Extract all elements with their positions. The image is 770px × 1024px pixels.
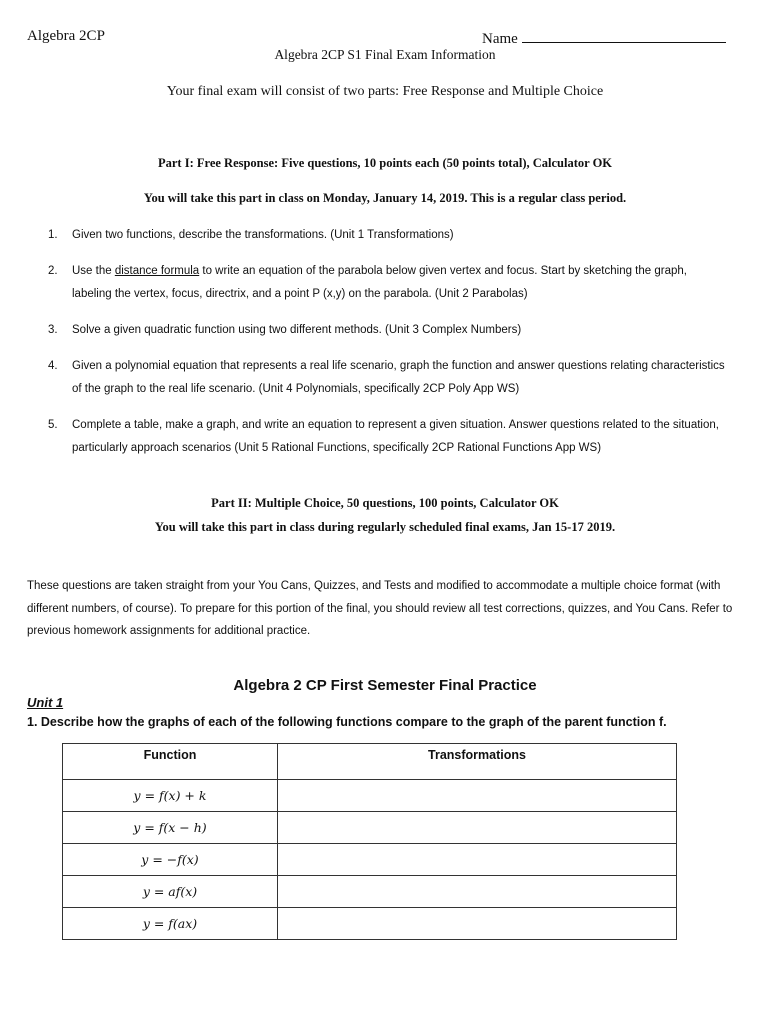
transformation-answer-cell[interactable] [278,908,677,940]
list-item: 1. Given two functions, describe the transformations. (Unit 1 Transformations) [48,229,454,241]
document-subtitle: Algebra 2CP S1 Final Exam Information [274,47,496,62]
table-row [63,844,677,876]
transformation-answer-cell[interactable] [278,876,677,908]
transformations-column-header: Transformations [278,744,677,780]
table-row [63,908,677,940]
list-item: 3. Solve a given quadratic function using two different methods. (Unit 3 Complex Numbers) [48,324,522,336]
function-cell: y = f(ax) [63,908,278,940]
practice-title: Algebra 2 CP First Semester Final Practice [233,677,537,694]
course-label: Algebra 2CP [27,28,105,44]
name-blank-line[interactable] [522,28,726,43]
table-row [63,780,677,812]
transformation-answer-cell[interactable] [278,812,677,844]
transformation-answer-cell[interactable] [278,844,677,876]
distance-formula-link[interactable]: distance formula [114,265,200,277]
function-cell: y = −f(x) [63,844,278,876]
unit-heading: Unit 1 [27,695,64,710]
name-field[interactable] [482,28,726,48]
function-transformations-table [62,743,677,940]
part1-title: Part I: Free Response: Five questions, 10 points each (50 points total), Calculator OK [157,156,613,170]
table-row [63,876,677,908]
intro-text: Your final exam will consist of two parts: Free Response and Multiple Choice [166,84,604,99]
question-1: 1. Describe how the graphs of each of the following functions compare to the graph of the parent function f. [27,715,667,729]
function-cell: y = f(x − h) [63,812,278,844]
table-header-row [63,744,677,780]
function-cell: y = af(x) [63,876,278,908]
name-label: Name [482,31,518,47]
list-item: 5. Complete a table, make a graph, and write an equation to represent a given situation. Answer questions related to the situation, particularly approach scenarios (Unit 5 Rational Functions, specifically 2CP Rational Functions App WS) [48,419,719,454]
part2-title: Part II: Multiple Choice, 50 questions, 100 points, Calculator OK [211,496,559,510]
part2-schedule: You will take this part in class during regularly scheduled final exams, Jan 15-17 2019. [154,520,616,534]
list-item: 4. Given a polynomial equation that represents a real life scenario, graph the function and answer questions relating characteristics of the graph to the real life scenario. (Unit 4 Polynomials, specifically 2CP Poly App WS) [48,360,725,395]
transformation-answer-cell[interactable] [278,780,677,812]
function-column-header: Function [63,744,278,780]
function-cell: y = f(x) + k [63,780,278,812]
table-row [63,812,677,844]
part1-schedule: You will take this part in class on Monday, January 14, 2019. This is a regular class period. [143,191,627,205]
list-item: 2. Use the distance formula to write an equation of the parabola below given vertex and focus. Start by sketching the graph, labeling the vertex, focus, directrix, and a point P (x,y) on the parabola. (Unit 2 Parabolas) [48,265,687,300]
part2-paragraph: These questions are taken straight from your You Cans, Quizzes, and Tests and modified to accommodate a multiple choice format (with different numbers, of course). To prepare for this portion of the final, you should review all test corrections, quizzes, and You Cans. Refer to previous homework assignments for additional practice. [27,580,733,637]
